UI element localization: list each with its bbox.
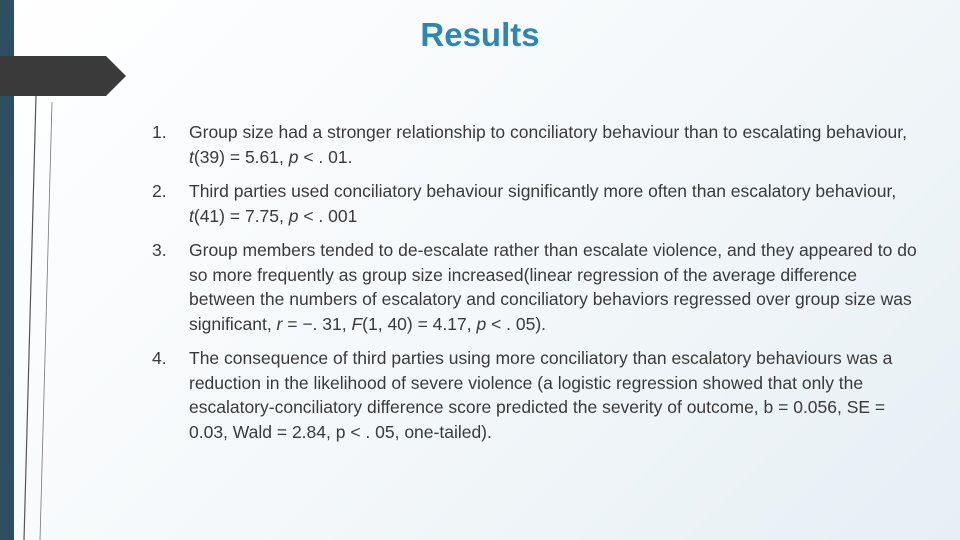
result-item-1	[152, 120, 922, 169]
result-text: Third parties used conciliatory behaviour significantly more often than escalatory behaviour, t(41) = 7.75, p < . 001	[189, 181, 897, 226]
result-item-4	[152, 346, 922, 444]
result-item-3	[152, 238, 922, 336]
result-number: 1.	[152, 122, 167, 142]
result-item-2	[152, 179, 922, 228]
result-number: 2.	[152, 181, 167, 201]
slide-title: Results	[420, 16, 540, 53]
decorative-lines	[14, 96, 74, 540]
result-number: 3.	[152, 240, 167, 260]
result-text: The consequence of third parties using more conciliatory than escalatory behaviours was a reduction in the likelihood of severe violence (a logistic regression showed that only the escalatory-conciliatory difference score predicted the severity of outcome, b = 0.056, SE = 0.03, Wald = 2.84, p < . 05, one-tailed).	[189, 348, 893, 442]
result-text: Group size had a stronger relationship to conciliatory behaviour than to escalating behaviour, t(39) = 5.61, p < . 01.	[189, 122, 907, 167]
arrow-tab-decoration	[0, 56, 126, 96]
results-list	[152, 120, 922, 454]
result-number: 4.	[152, 348, 167, 368]
result-text: Group members tended to de-escalate rather than escalate violence, and they appeared to do so more frequently as group size increased(linear regression of the average difference between the numbers of escalatory and conciliatory behaviors regressed over group size was significant, r = −. 31, F(1, 40) = 4.17, p < . 05).	[189, 240, 917, 334]
